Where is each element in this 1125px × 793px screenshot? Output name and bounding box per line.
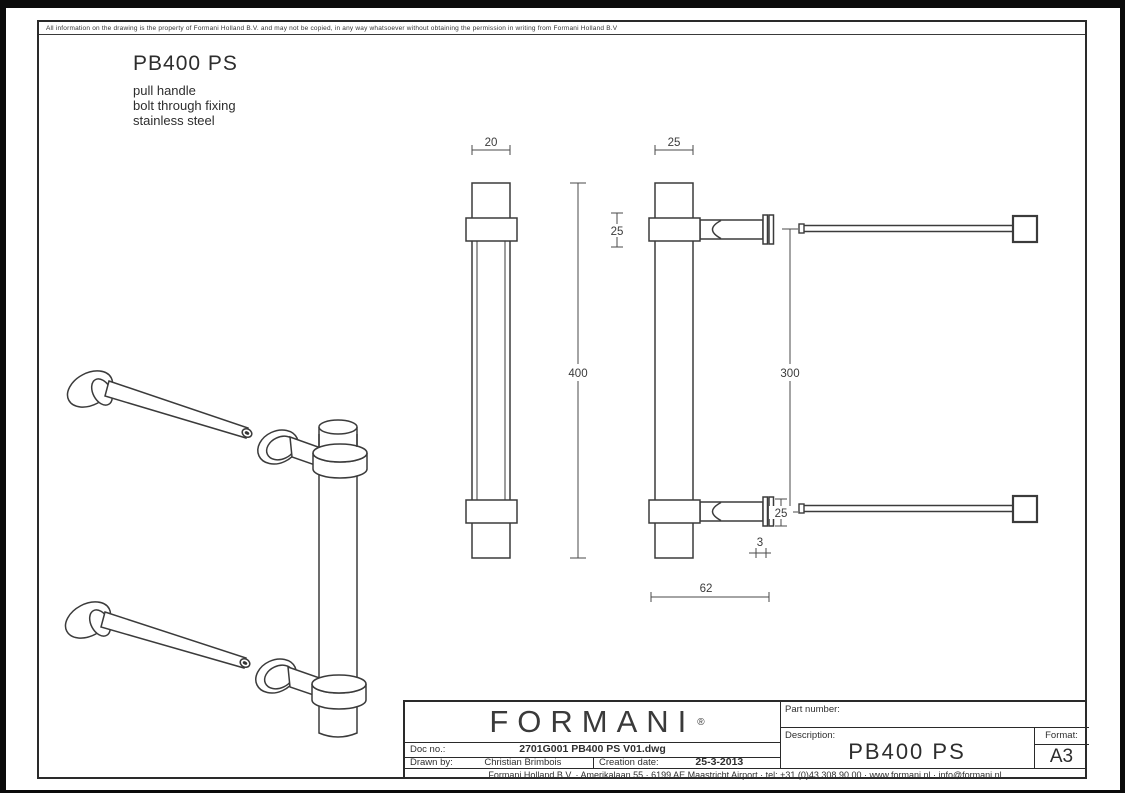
side-top-stub [700, 220, 763, 239]
creation-date-value: 25-3-2013 [695, 756, 744, 768]
front-top-collar [466, 218, 517, 241]
technical-drawing-canvas [6, 8, 1120, 790]
drawn-by-label: Drawn by: [410, 757, 453, 768]
disclaimer-text: All information on the drawing is the property of Formani Holland B.V. and may not be copied, in any way whatsoever without obtaining the permission in writing from Formani Holland B.V [39, 22, 1085, 35]
front-view [466, 183, 517, 558]
registered-mark: ® [697, 716, 705, 728]
side-view [649, 183, 774, 558]
drawn-by-value: Christian Brimbois [484, 757, 562, 768]
iso-upper-bolt [61, 364, 253, 439]
drawing-title: PB400 PS [133, 52, 238, 75]
logo-text: FORMANI [489, 704, 696, 739]
format-value: A3 [1049, 746, 1074, 767]
format-label: Format: [1034, 728, 1089, 745]
side-top-collar [649, 218, 700, 241]
dim-front-width-label: 20 [484, 137, 498, 149]
dim-collar-height-label: 25 [610, 226, 624, 238]
company-address: Formani Holland B.V. · Amerikalaan 55 · 6199 AE Maastricht Airport · tel: +31 (0)43 308 90 00 · www.formani.nl · info@formani.nl [405, 768, 1085, 781]
side-bottom-collar [649, 500, 700, 523]
isometric-view [59, 364, 367, 737]
subtitle-line-3: stainless steel [133, 113, 215, 128]
dim-overall-length-label: 400 [568, 368, 588, 380]
creation-date-label: Creation date: [599, 757, 659, 768]
dimensions [472, 145, 809, 602]
iso-handle-tube [312, 420, 367, 737]
creation-date-cell [594, 757, 780, 768]
formani-logo [405, 702, 780, 743]
description-label: Description: [785, 730, 836, 741]
description-value: PB400 PS [848, 739, 966, 764]
dim-washer-thickness-label: 3 [756, 537, 764, 549]
drawn-by-row [405, 757, 780, 768]
doc-no-value: 2701G001 PB400 PS V01.dwg [519, 743, 666, 755]
dim-overall-depth-label: 62 [699, 583, 713, 595]
bolt-top [799, 216, 1037, 242]
title-block-left [405, 702, 781, 768]
drawing-sheet [6, 8, 1120, 790]
part-number-cell [780, 702, 1089, 728]
title-block-right [780, 702, 1089, 768]
subtitle-line-1: pull handle [133, 83, 196, 98]
subtitle-line-2: bolt through fixing [133, 98, 236, 113]
dim-flange-height-label: 25 [774, 508, 788, 520]
drawn-by-cell [405, 757, 594, 768]
bolt-bottom [799, 496, 1037, 522]
side-bottom-stub [700, 502, 763, 521]
dim-fixing-spacing-label: 300 [780, 368, 800, 380]
dim-side-width-label: 25 [667, 137, 681, 149]
format-cell [1034, 728, 1089, 768]
description-cell [780, 728, 1035, 768]
iso-lower-bolt [59, 595, 251, 669]
doc-no-label: Doc no.: [410, 744, 446, 755]
part-number-label: Part number: [785, 704, 840, 715]
front-bottom-collar [466, 500, 517, 523]
title-block [403, 700, 1087, 779]
